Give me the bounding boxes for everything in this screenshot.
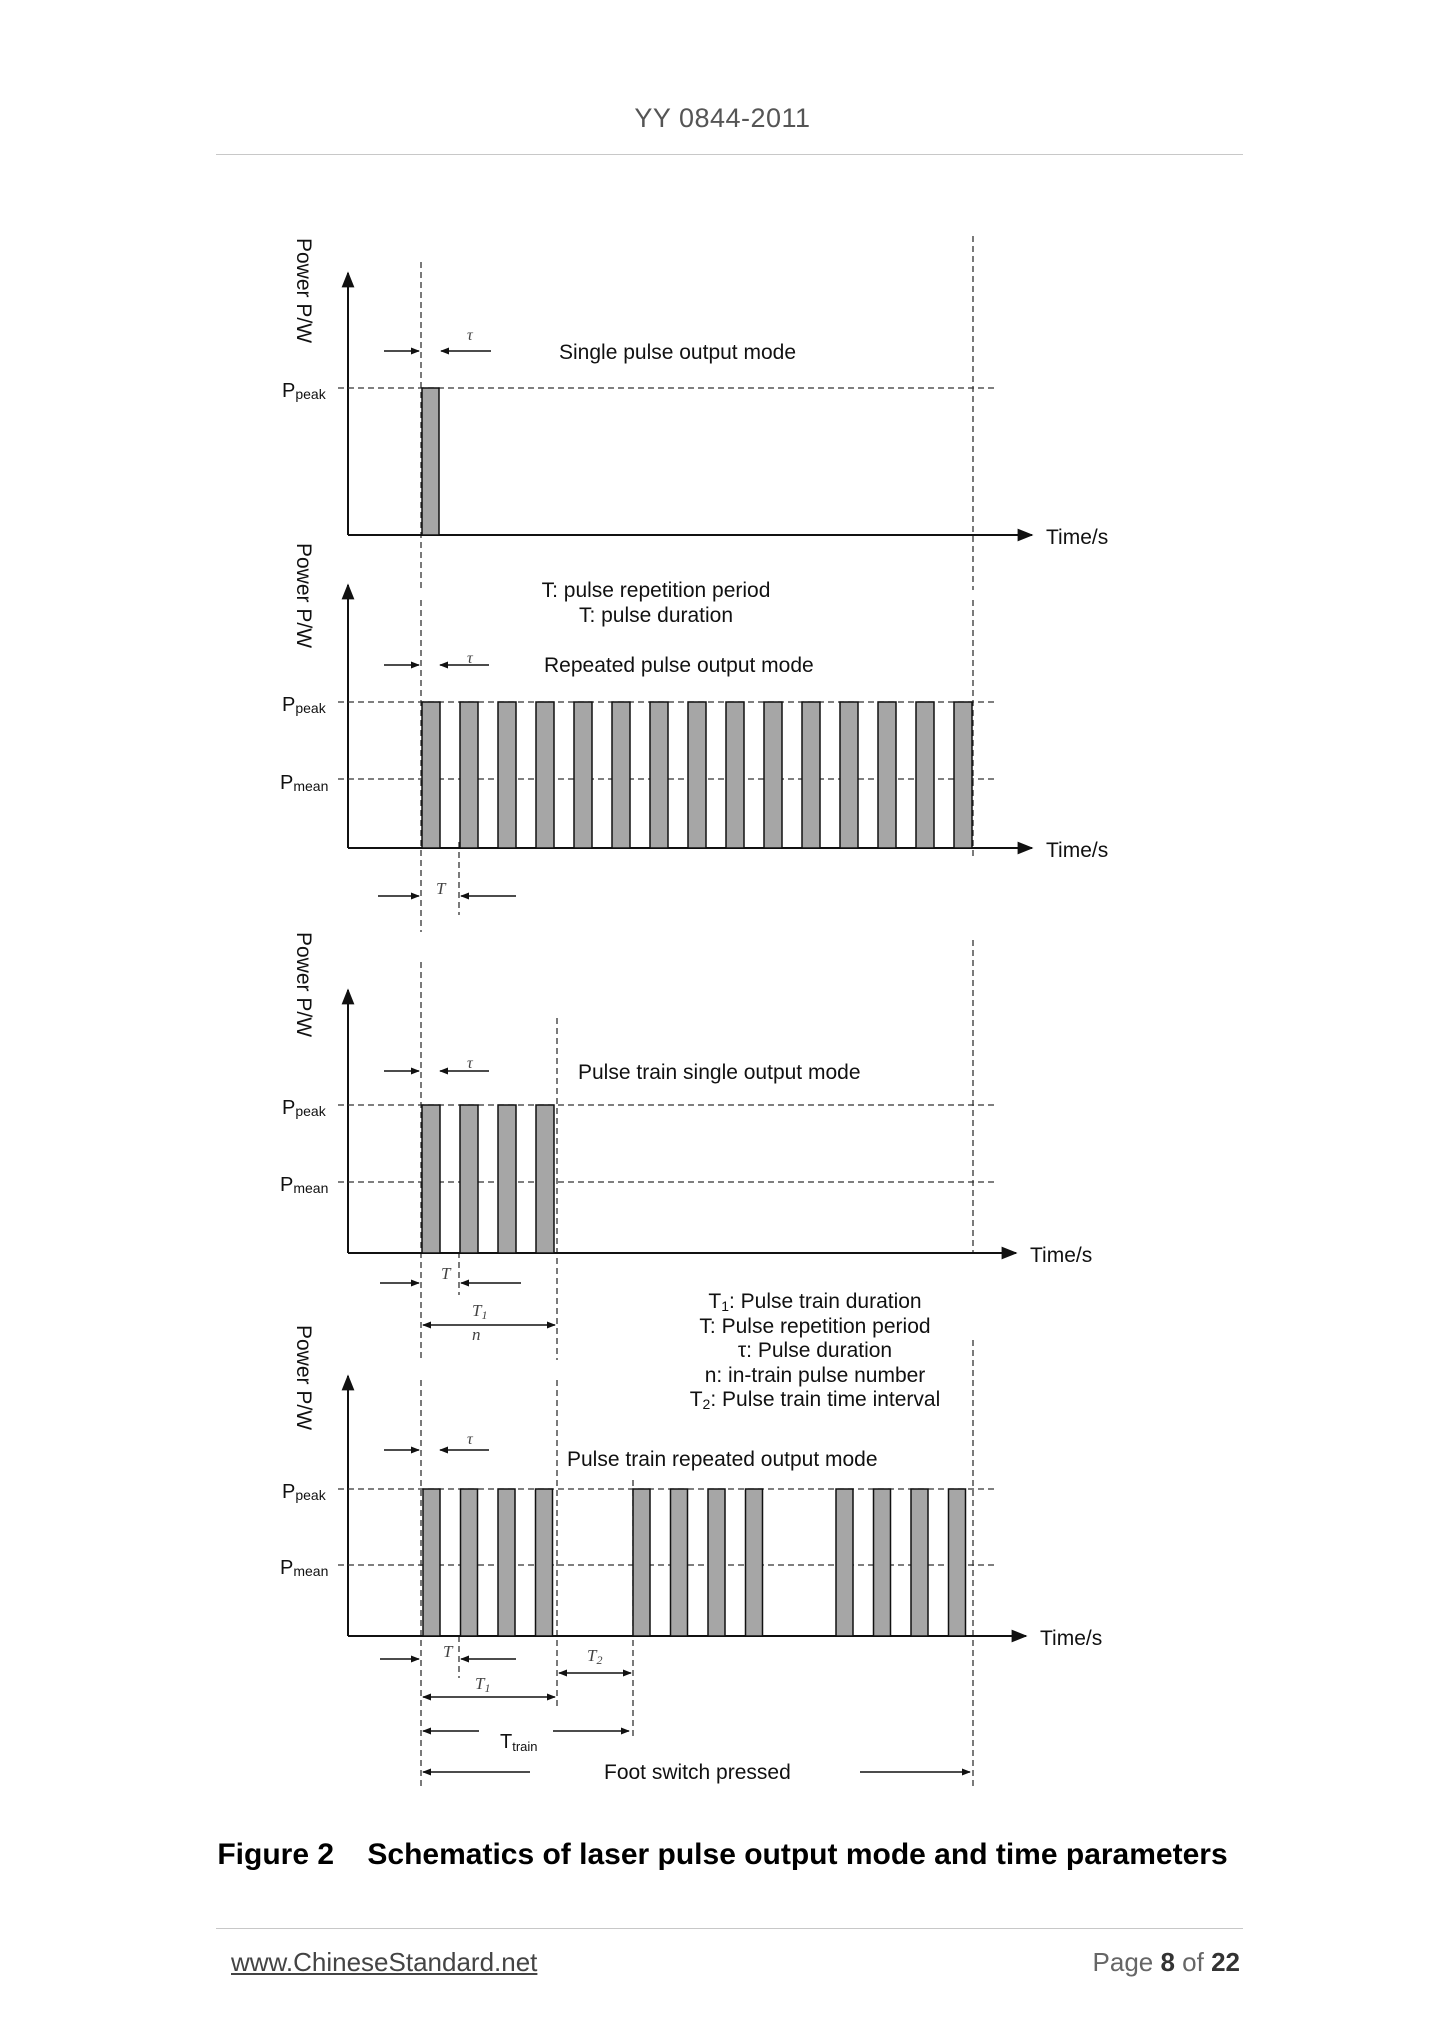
period-symbol: T — [441, 1264, 451, 1283]
pulse — [461, 1489, 478, 1636]
x-axis-label: Time/s — [1046, 839, 1109, 862]
panel-pulse-train-single — [280, 932, 1092, 1344]
x-axis-label: Time/s — [1046, 526, 1109, 549]
foot-switch-label: Foot switch pressed — [604, 1761, 791, 1784]
mode-title: Single pulse output mode — [559, 341, 796, 364]
ttrain-label: Ttrain — [500, 1731, 538, 1754]
pulse — [836, 1489, 853, 1636]
pulse — [498, 1105, 516, 1253]
mode-title: Pulse train single output mode — [578, 1061, 861, 1084]
legend-line-2: T: pulse duration — [578, 604, 734, 627]
pulse — [916, 702, 934, 848]
pulse — [422, 1105, 440, 1253]
pulse — [671, 1489, 688, 1636]
p-peak-label: Ppeak — [282, 380, 326, 402]
pulse — [422, 702, 440, 848]
t1-over-n-denominator: n — [472, 1325, 481, 1344]
panel-single-pulse — [282, 238, 1108, 549]
pulse — [536, 1105, 554, 1253]
t1-symbol: T1 — [475, 1674, 491, 1695]
y-axis-label: Power P/W — [292, 543, 315, 649]
pulse — [498, 1489, 515, 1636]
mode-title: Repeated pulse output mode — [544, 654, 814, 677]
legend-train — [690, 1290, 941, 1412]
pulse — [688, 702, 706, 848]
pulse — [746, 1489, 763, 1636]
pulse — [633, 1489, 650, 1636]
p-mean-label: Pmean — [280, 1174, 329, 1196]
pulse — [949, 1489, 966, 1636]
mode-title: Pulse train repeated output mode — [567, 1448, 878, 1471]
figure-caption: Figure 2 Schematics of laser pulse output mode and time parameters — [217, 1838, 1228, 1871]
p-peak-label: Ppeak — [282, 1097, 326, 1119]
p-mean-label: Pmean — [280, 772, 329, 794]
tau-symbol: τ — [467, 1431, 473, 1448]
pulse — [954, 702, 972, 848]
legend-line-1: T: pulse repetition period — [541, 579, 771, 602]
period-symbol: T — [436, 879, 446, 898]
pulse — [460, 702, 478, 848]
pulse — [874, 1489, 891, 1636]
t1-over-n-numerator: T1 — [472, 1301, 488, 1322]
pulse — [423, 1489, 440, 1636]
pulse — [574, 702, 592, 848]
website-link[interactable]: www.ChineseStandard.net — [231, 1947, 538, 1977]
pulse — [764, 702, 782, 848]
pulse-series — [422, 702, 972, 848]
pulse-series — [422, 1105, 554, 1253]
page-indicator: Page 8 of 22 — [1092, 1947, 1240, 1977]
legend-train-line-3: τ: Pulse duration — [737, 1339, 893, 1362]
pulse — [498, 702, 516, 848]
p-peak-label: Ppeak — [282, 1481, 326, 1503]
pulse — [878, 702, 896, 848]
tau-symbol: τ — [467, 650, 473, 667]
pulse — [708, 1489, 725, 1636]
pulse — [536, 1489, 553, 1636]
pulse — [612, 702, 630, 848]
y-axis-label: Power P/W — [292, 238, 315, 344]
pulse — [536, 702, 554, 848]
legend-train-line-1: T1: Pulse train duration — [708, 1290, 922, 1314]
tau-symbol: τ — [467, 327, 473, 344]
pulse — [911, 1489, 928, 1636]
pulse — [650, 702, 668, 848]
x-axis-label: Time/s — [1030, 1244, 1093, 1267]
legend-train-line-4: n: in-train pulse number — [704, 1364, 926, 1387]
pulse — [726, 702, 744, 848]
footer-divider — [216, 1928, 1243, 1929]
x-axis-label: Time/s — [1040, 1627, 1103, 1650]
pulse — [802, 702, 820, 848]
y-axis-label: Power P/W — [292, 1325, 315, 1431]
tau-symbol: τ — [467, 1055, 473, 1072]
legend-train-line-5: T2: Pulse train time interval — [689, 1388, 941, 1412]
pulse — [460, 1105, 478, 1253]
p-peak-label: Ppeak — [282, 694, 326, 716]
p-mean-label: Pmean — [280, 1557, 329, 1579]
pulse-series — [423, 1489, 966, 1636]
y-axis-label: Power P/W — [292, 932, 315, 1038]
t2-symbol: T2 — [587, 1646, 603, 1667]
pulse — [840, 702, 858, 848]
legend-train-line-2: T: Pulse repetition period — [699, 1315, 931, 1338]
document-id-header: YY 0844-2011 — [634, 103, 811, 133]
period-symbol: T — [443, 1642, 453, 1661]
pulse — [422, 388, 439, 535]
panel-repeated-pulse — [280, 543, 1108, 898]
